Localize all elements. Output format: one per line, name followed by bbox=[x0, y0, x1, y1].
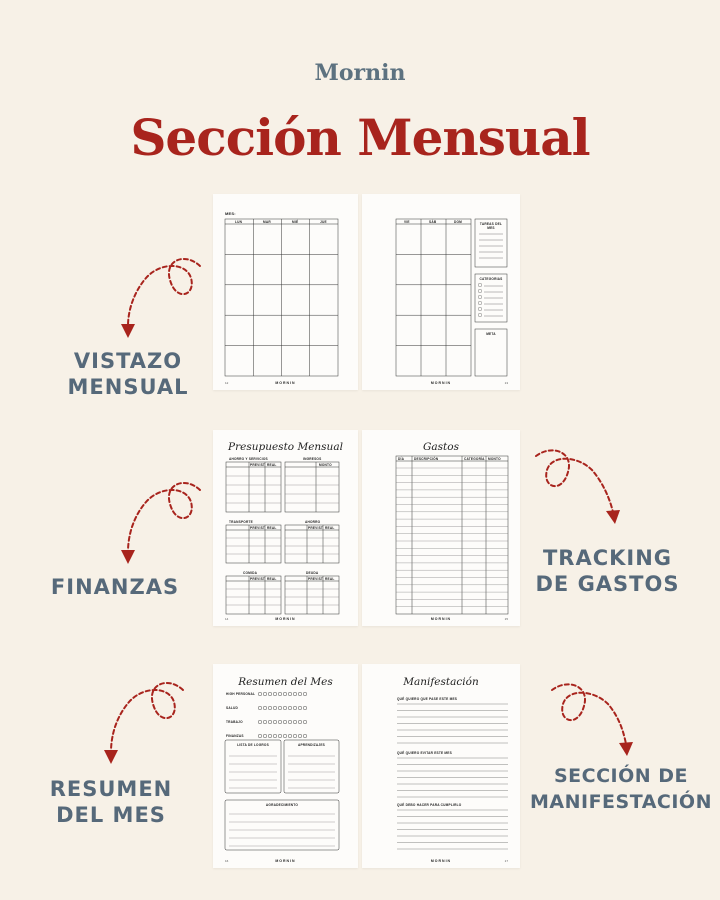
page-number: 16 bbox=[225, 859, 229, 863]
col-estimado: PREVIST bbox=[250, 526, 266, 530]
page-title: Sección Mensual bbox=[130, 108, 590, 167]
manifest-prompt: QUÉ DEBO HACER PARA CUMPLIRLO bbox=[397, 803, 462, 807]
categorias-heading: CATEGORIAS bbox=[479, 277, 503, 281]
page-footer: MORNIN bbox=[275, 859, 296, 863]
col-real: REAL bbox=[325, 577, 335, 581]
budget-section: COMIDA bbox=[243, 571, 258, 575]
page-number: 15 bbox=[504, 617, 508, 621]
gastos-title: Gastos bbox=[423, 441, 459, 453]
col-real: REAL bbox=[325, 526, 335, 530]
calendar-page-left bbox=[213, 194, 358, 390]
rating-label: HIGH PERSONAL bbox=[226, 692, 256, 696]
resumen-page bbox=[213, 664, 358, 868]
label-line: MENSUAL bbox=[67, 375, 189, 399]
label-line: MANIFESTACIÓN bbox=[530, 791, 712, 813]
day-header: JUE bbox=[320, 220, 327, 224]
page-footer: MORNIN bbox=[430, 617, 452, 621]
day-header: DOM bbox=[454, 220, 463, 224]
label-line: RESUMEN bbox=[49, 777, 173, 801]
col-real: REAL bbox=[267, 577, 277, 581]
page-footer: MORNIN bbox=[275, 617, 296, 621]
label-vistazo-mensual bbox=[58, 348, 198, 400]
calendar-page-right bbox=[362, 194, 520, 390]
gastos-page bbox=[362, 430, 520, 626]
brand-logo: Mornin bbox=[314, 60, 406, 86]
label-finanzas bbox=[40, 574, 190, 600]
page-number: 12 bbox=[225, 381, 229, 385]
budget-section: AHORRO bbox=[305, 520, 321, 524]
label-line: DE GASTOS bbox=[535, 572, 680, 596]
label-line: DEL MES bbox=[56, 803, 166, 827]
manifest-prompt: QUÉ QUIERO QUE PASE ESTE MES bbox=[397, 697, 458, 701]
label-tracking-gastos bbox=[530, 545, 685, 597]
label-line: SECCIÓN DE bbox=[553, 765, 689, 787]
manifestacion-title: Manifestación bbox=[403, 676, 479, 688]
gastos-col-descripcion: DESCRIPCIÓN bbox=[414, 457, 439, 461]
aprendizajes-heading: APRENDIZAJES bbox=[297, 743, 326, 747]
col-real: REAL bbox=[267, 463, 277, 467]
resumen-title: Resumen del Mes bbox=[238, 676, 333, 688]
presupuesto-page bbox=[213, 430, 358, 626]
rating-label: FINANZAS bbox=[226, 734, 244, 738]
budget-section: INGRESOS bbox=[303, 457, 322, 461]
day-header: SÁB bbox=[429, 220, 437, 224]
page-footer: MORNIN bbox=[430, 859, 452, 863]
day-header: LUN bbox=[235, 220, 243, 224]
logros-heading: LISTA DE LOGROS bbox=[237, 743, 269, 747]
page-footer: MORNIN bbox=[430, 381, 452, 385]
tareas-heading: TAREAS DEL MES bbox=[479, 222, 503, 230]
presupuesto-title: Presupuesto Mensual bbox=[228, 441, 343, 453]
rating-label: TRABAJO bbox=[226, 720, 243, 724]
manifest-lines bbox=[362, 664, 520, 868]
budget-section: DEUDA bbox=[306, 571, 319, 575]
label-line: FINANZAS bbox=[50, 575, 180, 599]
col-monto: MONTO bbox=[319, 463, 332, 467]
day-header: MAR bbox=[263, 220, 271, 224]
col-estimado: PREVIST bbox=[250, 577, 266, 581]
rating-label: SALUD bbox=[226, 706, 238, 710]
col-estimado: PREVIST bbox=[250, 463, 266, 467]
agradecimiento-heading: AGRADECIMIENTO bbox=[265, 803, 299, 807]
meta-heading: META bbox=[486, 332, 496, 336]
day-header: VIE bbox=[404, 220, 410, 224]
col-estimado: PREVIST bbox=[308, 577, 324, 581]
budget-section: AHORRO Y SERVICIOS bbox=[229, 457, 268, 461]
col-estimado: PREVIST bbox=[308, 526, 324, 530]
gastos-col-categoria: CATEGORÍA bbox=[464, 457, 485, 461]
label-seccion-manifestacion bbox=[528, 763, 714, 815]
manifest-prompt: QUÉ QUIERO EVITAR ESTE MES bbox=[397, 751, 452, 755]
page-number: 17 bbox=[504, 859, 508, 863]
gastos-col-dia: DÍA bbox=[398, 457, 405, 461]
page-number: 13 bbox=[504, 381, 508, 385]
page-footer: MORNIN bbox=[275, 381, 296, 385]
day-header: MIÉ bbox=[292, 220, 299, 224]
page-number: 14 bbox=[225, 617, 229, 621]
resumen-layout bbox=[213, 664, 358, 868]
mes-label: MES: bbox=[225, 211, 236, 216]
manifestacion-page bbox=[362, 664, 520, 868]
col-real: REAL bbox=[267, 526, 277, 530]
gastos-col-monto: MONTO bbox=[488, 457, 501, 461]
budget-section: TRANSPORTE bbox=[229, 520, 253, 524]
label-line: VISTAZO bbox=[73, 349, 183, 373]
label-resumen-mes bbox=[36, 776, 186, 828]
label-line: TRACKING bbox=[542, 546, 673, 570]
